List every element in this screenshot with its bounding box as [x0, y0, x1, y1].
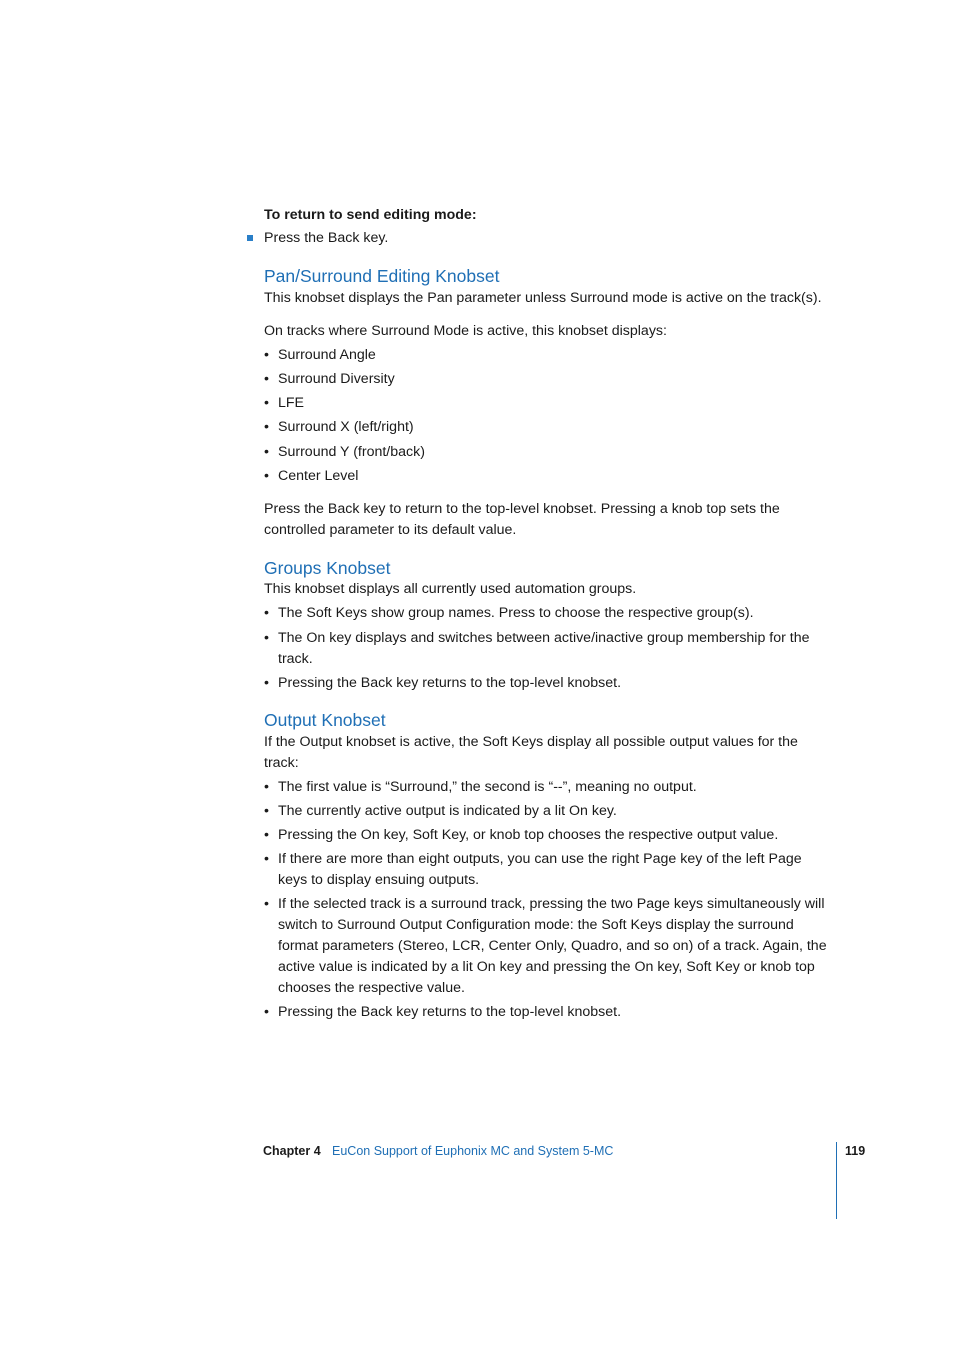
list-item: • If the selected track is a surround track, pressing the two Page keys simultaneously will switch to Surround Output Configuration mode: the Soft Keys display the surround format parameters (Stereo, LCR, Center Only, Quadro, and so on) of a track. Again, the active value is indicated by a lit On key and pressing the On key, Soft Key or knob top chooses the respective value. — [264, 894, 832, 999]
groups-intro: This knobset displays all currently used automation groups. — [264, 581, 637, 597]
pan-outro: Press the Back key to return to the top-level knobset. Pressing a knob top sets the controlled parameter to its default value. — [264, 501, 780, 538]
output-list — [264, 777, 832, 1023]
pan-section-title: Pan/Surround Editing Knobset — [264, 266, 500, 286]
list-item: • The currently active output is indicated by a lit On key. — [264, 801, 832, 822]
list-item: • Surround Angle — [264, 345, 844, 366]
footer-divider — [836, 1142, 837, 1219]
list-item: • Pressing the Back key returns to the top-level knobset. — [264, 1002, 832, 1023]
list-item: • The first value is “Surround,” the second is “--”, meaning no output. — [264, 777, 832, 798]
list-item: • Pressing the Back key returns to the top-level knobset. — [264, 673, 839, 694]
list-item: • LFE — [264, 393, 844, 414]
list-item: • Surround X (left/right) — [264, 417, 844, 438]
footer-chapter-title: EuCon Support of Euphonix MC and System 5-MC — [332, 1144, 614, 1158]
return-heading: To return to send editing mode: — [264, 207, 477, 223]
output-intro: If the Output knobset is active, the Soft Keys display all possible output values for the track: — [264, 734, 798, 771]
list-item: • Surround Diversity — [264, 369, 844, 390]
groups-list — [264, 603, 839, 694]
pan-lead: On tracks where Surround Mode is active, this knobset displays: — [264, 323, 667, 339]
list-item: • Pressing the On key, Soft Key, or knob top chooses the respective output value. — [264, 825, 832, 846]
list-item: • Surround Y (front/back) — [264, 442, 844, 463]
list-item: • Center Level — [264, 466, 844, 487]
pan-list — [264, 345, 844, 487]
list-item: • The On key displays and switches between active/inactive group membership for the track. — [264, 628, 839, 670]
groups-section-title: Groups Knobset — [264, 558, 391, 578]
output-section-title: Output Knobset — [264, 710, 386, 730]
footer-chapter: Chapter 4 — [263, 1144, 321, 1158]
page-number: 119 — [845, 1144, 866, 1158]
list-item: • The Soft Keys show group names. Press to choose the respective group(s). — [264, 603, 839, 624]
square-bullet-icon — [247, 235, 253, 241]
pan-intro: This knobset displays the Pan parameter unless Surround mode is active on the track(s). — [264, 290, 822, 306]
list-item: • If there are more than eight outputs, you can use the right Page key of the left Page keys to display ensuing outputs. — [264, 849, 832, 891]
return-step: Press the Back key. — [264, 230, 389, 246]
